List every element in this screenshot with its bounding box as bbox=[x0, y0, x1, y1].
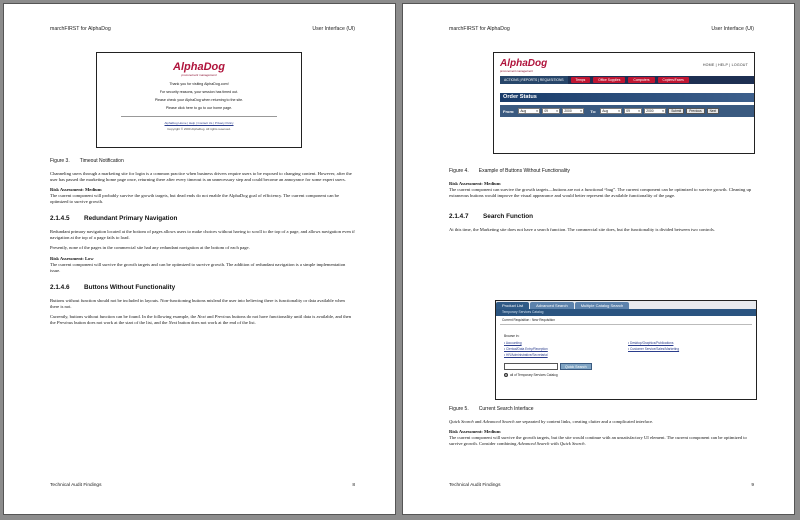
tab-advanced-search[interactable]: Advanced Search bbox=[530, 302, 574, 309]
search-interface-figure bbox=[495, 300, 757, 400]
catalog-scope-radio[interactable]: all of Temporary Services Catalog bbox=[504, 373, 558, 377]
home-page-link[interactable]: Please click here to go to our home page. bbox=[165, 105, 233, 110]
section-heading: 2.1.4.5 Redundant Primary Navigation bbox=[50, 214, 178, 222]
page-8 bbox=[3, 3, 396, 515]
tab-copiers-faxes[interactable]: Copiers/Faxes bbox=[658, 77, 689, 83]
order-status-title: Order Status bbox=[500, 93, 754, 102]
chevron-down-icon: ▼ bbox=[579, 109, 583, 113]
radio-selected-icon bbox=[504, 373, 508, 377]
tab-multiple-catalog-search[interactable]: Multiple Catalog Search bbox=[575, 302, 629, 309]
top-links[interactable]: HOME | HELP | LOGOUT bbox=[702, 63, 748, 67]
breadcrumb: Current Requisition : New Requisition bbox=[502, 318, 555, 322]
footer-left: Technical Audit Findings bbox=[449, 483, 501, 488]
page-9-body-bottom bbox=[449, 402, 754, 451]
quick-search bbox=[504, 363, 592, 370]
timeout-message: Thank you for visiting AlphaDog.com! For security reasons, your session has timed out. Please check your AlphaDog when returning to the site. Please click here to go to our home page. bbox=[97, 81, 301, 113]
tab-temps[interactable]: Temps bbox=[571, 77, 591, 83]
page-header bbox=[50, 26, 355, 32]
page-header bbox=[449, 26, 754, 32]
paragraph: The current component will survive the growth targets, but the site would continue with an unsatisfactory UI element. The current component can be optimized to survive growth. Consider combining Advanced Search with Quick Search. bbox=[449, 434, 747, 446]
paragraph: Presently, none of the pages in the commercial site had any redundant navigation at the bottom of each page. bbox=[50, 245, 250, 251]
footer-links[interactable]: AlphaDog Home | Help | Contact Us | Privacy Policy bbox=[164, 121, 234, 125]
tab-product-list[interactable]: Product List bbox=[496, 302, 529, 309]
from-month-select[interactable]: Aug ▼ bbox=[520, 109, 539, 113]
page-9 bbox=[402, 3, 795, 515]
paragraph: At this time, the Marketing site does not have a search function. The commercial site does, but the functionality is divided between two controls. bbox=[449, 227, 715, 233]
chevron-down-icon: ▼ bbox=[535, 109, 539, 113]
page-number: 9 bbox=[751, 483, 754, 488]
paragraph: The current component can survive the growth targets—buttons are not a functional “bug”. The current component can be optimized to survive growth. Cleaning up extraneous buttons would improve the visual appearance and would better represent the available functionality of the page. bbox=[449, 186, 752, 198]
search-input[interactable] bbox=[504, 363, 558, 370]
submit-button[interactable]: Submit bbox=[668, 108, 684, 114]
copyright: Copyright © 2000 AlphaDog. All rights reserved. bbox=[167, 127, 231, 131]
section-heading: 2.1.4.6 Buttons Without Functionality bbox=[50, 283, 176, 291]
timeout-notification-figure bbox=[96, 52, 302, 148]
to-day-select[interactable]: 09 ▼ bbox=[626, 109, 641, 113]
chevron-down-icon: ▼ bbox=[637, 109, 641, 113]
search-tabs bbox=[496, 301, 756, 309]
order-status-figure bbox=[493, 52, 755, 154]
page-footer bbox=[449, 483, 754, 488]
tab-office-supplies[interactable]: Office Supplies bbox=[593, 77, 625, 83]
page-number: 8 bbox=[352, 483, 355, 488]
nav-actions-reports-requisitions[interactable]: ACTIONS | REPORTS | REQUISITIONS bbox=[500, 76, 568, 84]
category-link[interactable]: • Customer Service/Sales/Marketing bbox=[628, 346, 680, 351]
date-range-form bbox=[500, 105, 754, 117]
section-heading: 2.1.4.7 Search Function bbox=[449, 212, 534, 220]
paragraph: Buttons without function should not be included in layouts. Non-functioning buttons mislead the user into believing there is functionality or data available when there is not. bbox=[50, 298, 345, 310]
next-button[interactable]: Next bbox=[707, 108, 720, 114]
previous-button[interactable]: Previous bbox=[686, 108, 704, 114]
paragraph: Channeling users through a marketing site for login is a common practice when business drivers require users to be exposed to changing content. However, after the user has passed the marketing home page once, returning there after every timeout is an unnecessary step and could become an annoyance for some expert users. bbox=[50, 170, 352, 182]
figure-caption: Figure 4. Example of Buttons Without Functionality bbox=[449, 168, 570, 174]
header-left: marchFIRST for AlphaDog bbox=[50, 26, 111, 32]
catalog-bar: Temporary Services Catalog bbox=[496, 309, 756, 316]
paragraph: Quick Search and Advanced Search are separated by content links, creating clutter and a complicated interface. bbox=[449, 418, 654, 424]
paragraph: The current component will probably survive the growth targets, but dead ends do not enable the AlphaDog goal of efficiency. The current component can be optimized to survive growth. bbox=[50, 192, 340, 204]
to-year-select[interactable]: 2000 ▼ bbox=[646, 109, 665, 113]
chevron-down-icon: ▼ bbox=[617, 109, 621, 113]
paragraph: Redundant primary navigation located at the bottom of pages allows users to make choices without having to scroll to the top of a page, and allows navigation even if navigation at the top of a page fails to load. bbox=[50, 229, 355, 241]
category-link[interactable]: • Accounting bbox=[504, 341, 522, 345]
chevron-down-icon: ▼ bbox=[661, 109, 665, 113]
figure-caption: Figure 3. Timeout Notification bbox=[50, 158, 124, 164]
primary-nav bbox=[500, 76, 754, 84]
from-label: From: bbox=[503, 108, 515, 114]
risk-heading: Risk Assessment: Low bbox=[50, 255, 94, 261]
to-label: To: bbox=[590, 108, 597, 114]
category-link[interactable]: • Desktop/Graphics/Publications bbox=[628, 341, 674, 345]
header-right: User Interface (UI) bbox=[711, 26, 754, 32]
risk-heading: Risk Assessment: Medium bbox=[449, 428, 501, 434]
category-column-1 bbox=[504, 341, 548, 358]
figure-caption: Figure 5. Current Search Interface bbox=[449, 406, 534, 412]
page-8-body bbox=[50, 154, 355, 330]
quick-search-button[interactable]: Quick Search bbox=[560, 363, 592, 370]
to-month-select[interactable]: Aug ▼ bbox=[602, 109, 621, 113]
category-column-2 bbox=[628, 341, 679, 353]
page-footer bbox=[50, 483, 355, 488]
category-link[interactable]: • HR/Administrative/Secretarial bbox=[504, 352, 548, 357]
category-link[interactable]: • Clerical/Data Entry/Reception bbox=[504, 346, 548, 351]
divider bbox=[500, 324, 752, 325]
header-right: User Interface (UI) bbox=[312, 26, 355, 32]
paragraph: The current component will survive the growth targets and can be optimized to survive growth. The addition of redundant navigation is a simple implementation issue. bbox=[50, 261, 346, 273]
alphadog-logo: AlphaDog procurement management bbox=[173, 61, 225, 77]
risk-heading: Risk Assessment: Medium bbox=[449, 180, 501, 186]
browse-label: Browse in: bbox=[504, 334, 520, 338]
from-day-select[interactable]: 09 ▼ bbox=[544, 109, 559, 113]
alphadog-logo: AlphaDog procurement management bbox=[500, 58, 548, 73]
chevron-down-icon: ▼ bbox=[555, 109, 559, 113]
page-9-body-top bbox=[449, 164, 754, 237]
header-left: marchFIRST for AlphaDog bbox=[449, 26, 510, 32]
footer-left: Technical Audit Findings bbox=[50, 483, 102, 488]
tab-computers[interactable]: Computers bbox=[628, 77, 654, 83]
from-year-select[interactable]: 2000 ▼ bbox=[564, 109, 583, 113]
risk-heading: Risk Assessment: Medium bbox=[50, 186, 102, 192]
paragraph: Currently, buttons without function can be found. In the following example, the Next and Previous buttons do not have functionality until data is available, and then the Previous button does not work at the start of the list, and the Next button does not work at the end of the list. bbox=[50, 314, 352, 326]
divider bbox=[121, 116, 277, 117]
